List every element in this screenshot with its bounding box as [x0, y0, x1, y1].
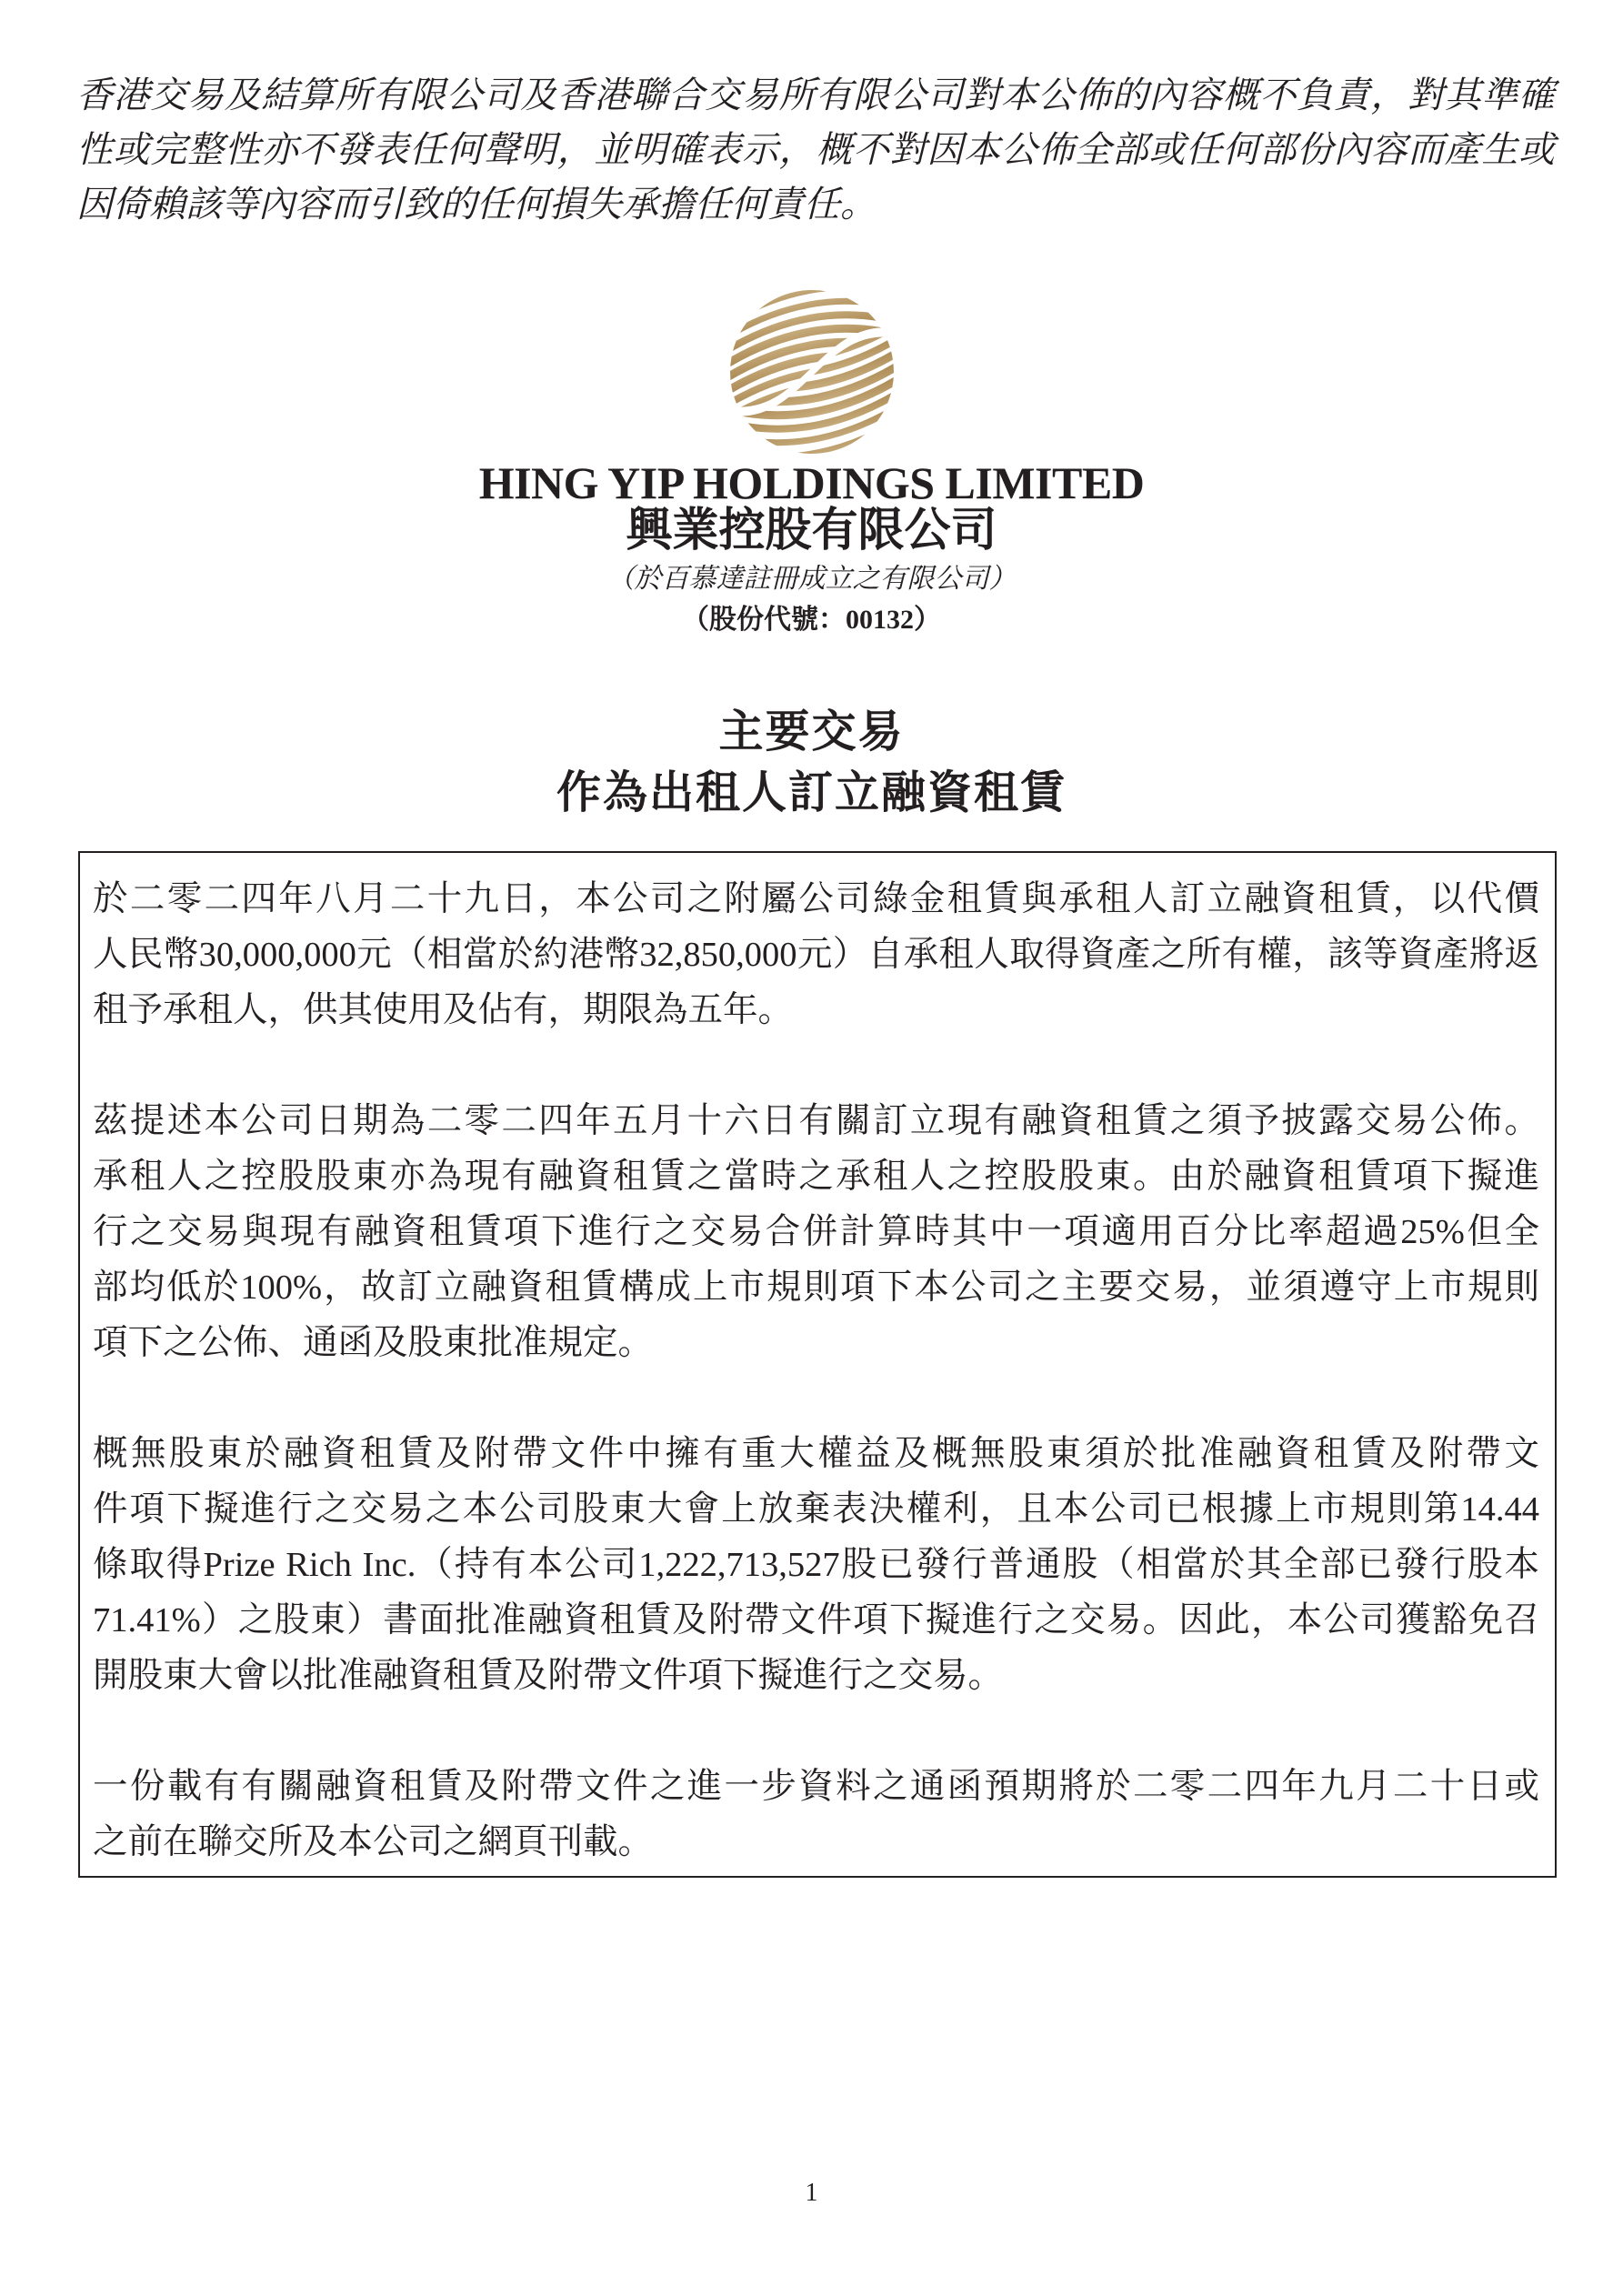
disclaimer-line: 因倚賴該等內容而引致的任何損失承擔任何責任。 — [76, 184, 877, 225]
summary-line: 人民幣30,000,000元（相當於約港幣32,850,000元）自承租人取得資產之所有權，該等資產將返 — [93, 936, 1539, 974]
summary-paragraph — [93, 1094, 1539, 1371]
summary-line: 茲提述本公司日期為二零二四年五月十六日有關訂立現有融資租賃之須予披露交易公佈。 — [93, 1102, 1539, 1140]
summary-line: 承租人之控股股東亦為現有融資租賃之當時之承租人之控股股東。由於融資租賃項下擬進 — [93, 1158, 1539, 1196]
summary-box — [78, 851, 1557, 1878]
page-number: 1 — [805, 2179, 818, 2207]
summary-line: 部均低於100%，故訂立融資租賃構成上市規則項下本公司之主要交易，並須遵守上市規則 — [93, 1268, 1539, 1307]
company-logo-icon — [730, 287, 894, 456]
summary-line: 開股東大會以批准融資租賃及附帶文件項下擬進行之交易。 — [93, 1657, 1004, 1695]
exchange-disclaimer — [76, 68, 1555, 232]
summary-line: 之前在聯交所及本公司之網頁刊載。 — [93, 1823, 654, 1861]
summary-line: 件項下擬進行之交易之本公司股東大會上放棄表決權利，且本公司已根據上市規則第14.44 — [93, 1490, 1539, 1529]
disclaimer-line: 香港交易及結算所有限公司及香港聯合交易所有限公司對本公佈的內容概不負責，對其準確 — [76, 75, 1555, 115]
announcement-heading: 主要交易 — [718, 707, 905, 757]
company-name-chinese: 興業控股有限公司 — [626, 504, 997, 556]
summary-line: 租予承租人，供其使用及佔有，期限為五年。 — [93, 991, 794, 1029]
summary-line: 條取得Prize Rich Inc.（持有本公司1,222,713,527股已發行普通股（相當於其全部已發行股本 — [93, 1546, 1539, 1584]
summary-line: 行之交易與現有融資租賃項下進行之交易合併計算時其中一項適用百分比率超過25%但全 — [93, 1213, 1539, 1251]
stock-code: （股份代號：00132） — [682, 605, 941, 635]
company-name-english: HING YIP HOLDINGS LIMITED — [478, 457, 1145, 508]
announcement-subheading: 作為出租人訂立融資租賃 — [556, 768, 1067, 817]
summary-line: 項下之公佈、通函及股東批准規定。 — [93, 1324, 654, 1362]
summary-line: 概無股東於融資租賃及附帶文件中擁有重大權益及概無股東須於批准融資租賃及附帶文 — [93, 1435, 1539, 1473]
summary-line: 71.41%）之股東）書面批准融資租賃及附帶文件項下擬進行之交易。因此，本公司獲豁免召 — [93, 1601, 1539, 1639]
summary-line: 一份載有有關融資租賃及附帶文件之進一步資料之通函預期將於二零二四年九月二十日或 — [93, 1768, 1539, 1806]
summary-paragraph — [93, 1427, 1539, 1704]
incorporation-note: （於百慕達註冊成立之有限公司） — [606, 564, 1017, 594]
company-logo — [730, 287, 894, 456]
summary-paragraph — [93, 872, 1539, 1038]
summary-line: 於二零二四年八月二十九日，本公司之附屬公司綠金租賃與承租人訂立融資租賃，以代價 — [93, 880, 1539, 918]
disclaimer-line: 性或完整性亦不發表任何聲明，並明確表示，概不對因本公佈全部或任何部份內容而產生或 — [76, 129, 1555, 170]
summary-paragraph — [93, 1760, 1539, 1870]
